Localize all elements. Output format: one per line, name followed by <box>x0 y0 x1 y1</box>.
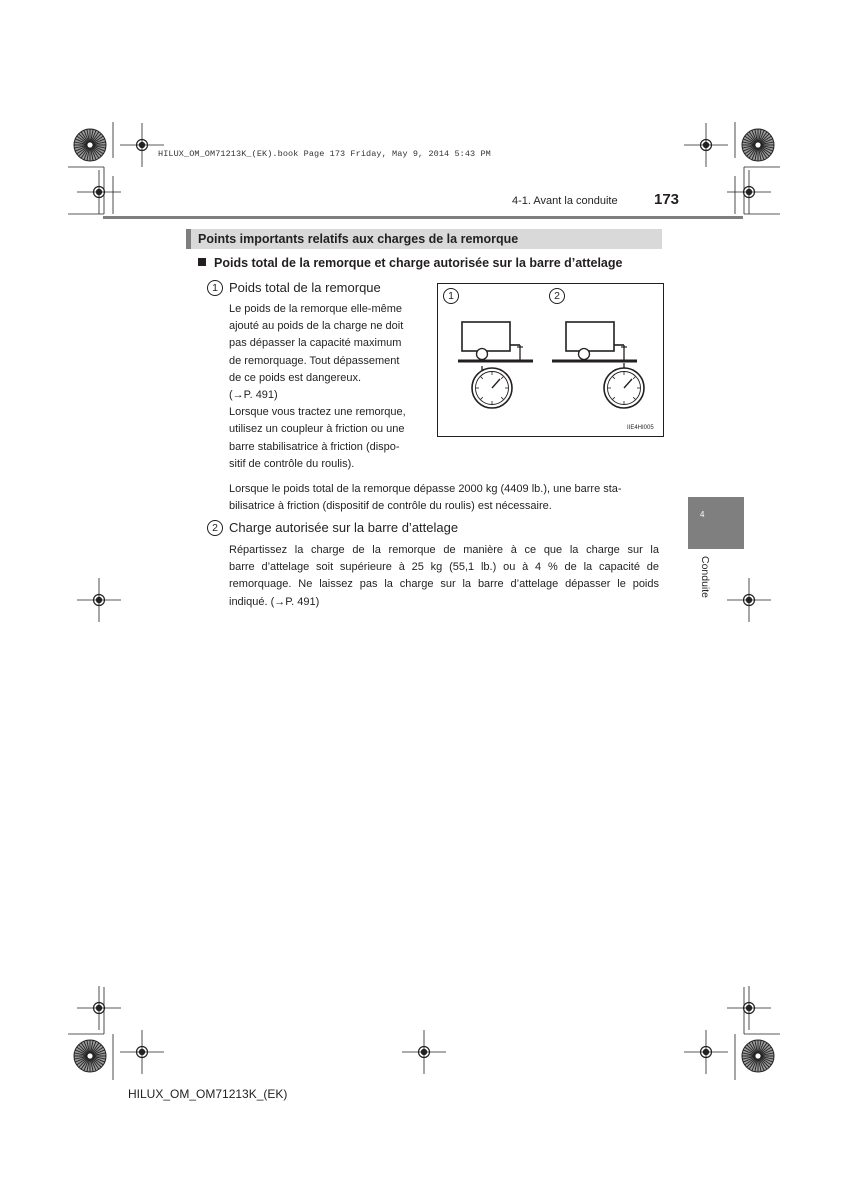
chapter-label: Conduite <box>699 555 712 599</box>
print-info: HILUX_OM_OM71213K_(EK).book Page 173 Friday, May 9, 2014 5:43 PM <box>158 149 491 159</box>
chapter-number: 4 <box>700 510 705 519</box>
chapter-tab <box>688 497 744 549</box>
item1-extra-line: Lorsque le poids total de la remorque dépasse 2000 kg (4409 lb.), une barre sta- <box>229 483 622 495</box>
item1-text <box>229 301 425 473</box>
item2-text <box>229 542 659 611</box>
item1-line: pas dépasser la capacité maximum <box>229 337 402 350</box>
item1-extra-line: bilisatrice à friction (dispositif de contrôle du roulis) est nécessaire. <box>229 500 552 513</box>
header-rule <box>103 216 743 219</box>
item1-extra-text <box>229 481 661 515</box>
page-number: 173 <box>654 191 680 208</box>
figure-code: IIE4HI005 <box>627 425 654 431</box>
section-reference: 4-1. Avant la conduite <box>512 195 618 207</box>
item1-number-circle: 1 <box>207 280 223 296</box>
item1-line: Lorsque vous tractez une remorque, <box>229 406 406 419</box>
item1-line: (→P. 491) <box>229 389 278 402</box>
item1-line: de ce poids est dangereux. <box>229 371 362 384</box>
item1-line: utilisez un coupleur à friction ou une <box>229 423 405 436</box>
figure-label-2: 2 <box>549 288 565 304</box>
item2-title: Charge autorisée sur la barre d’attelage <box>229 520 459 535</box>
footer-code: HILUX_OM_OM71213K_(EK) <box>128 1087 288 1101</box>
item2-line: remorquage. Ne laissez pas la charge sur la barre d’attelage dépasser le poids <box>229 578 659 591</box>
trailer-weight-figure <box>437 283 664 437</box>
item2-line: barre d’attelage soit supérieure à 25 kg (55,1 lb.) ou à 4 % de la capacité de <box>229 561 659 574</box>
item2-line: indiqué. (→P. 491) <box>229 595 320 608</box>
item1-line: ajouté au poids de la charge ne doit <box>229 320 404 333</box>
trailer-illustration <box>438 284 665 438</box>
item1-line: Le poids de la remorque elle-même <box>229 303 403 315</box>
item1-line: barre stabilisatrice à friction (dispo- <box>229 440 400 453</box>
sub-heading-text: Poids total de la remorque et charge autorisée sur la barre d’attelage <box>214 256 623 270</box>
item2-line: Répartissez la charge de la remorque de manière à ce que la charge sur la <box>229 544 659 556</box>
item1-line: sitif de contrôle du roulis). <box>229 457 355 470</box>
chapter-label-container <box>694 557 714 603</box>
item1-line: de remorquage. Tout dépassement <box>229 354 400 367</box>
trailer-scene-2 <box>552 322 644 408</box>
figure-label-1: 1 <box>443 288 459 304</box>
square-bullet-icon <box>198 258 206 266</box>
sub-heading <box>198 256 622 270</box>
item2-number-circle: 2 <box>207 520 223 536</box>
trailer-scene-1 <box>458 322 533 408</box>
section-title-bar <box>186 229 662 249</box>
item1-title: Poids total de la remorque <box>229 280 381 295</box>
section-title: Points importants relatifs aux charges de la remorque <box>198 232 519 246</box>
